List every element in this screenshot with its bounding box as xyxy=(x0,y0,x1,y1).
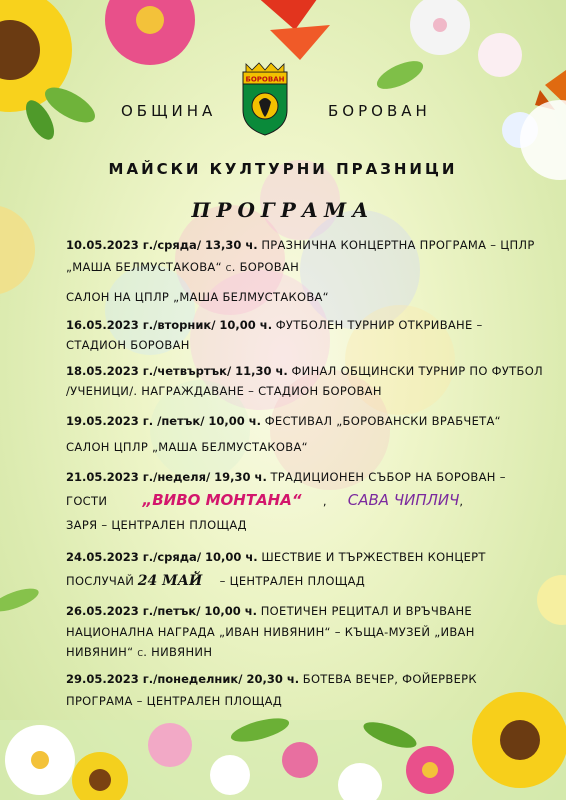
schedule-line-11 xyxy=(66,491,463,509)
schedule-line-7: /УЧЕНИЦИ/. НАГРАЖДАВАНЕ – СТАДИОН БОРОВАН xyxy=(66,384,382,398)
event-description: ПРАЗНИЧНА КОНЦЕРТНА ПРОГРАМА – ЦПЛР xyxy=(261,238,535,252)
guest-separator: , xyxy=(322,494,327,508)
pink-daisy-top xyxy=(105,0,195,65)
flowers-bottom xyxy=(0,692,566,800)
event-date: 18.05.2023 г./четвъртък/ 11,30 ч. xyxy=(66,364,288,378)
schedule-line-13 xyxy=(66,550,486,564)
red-lily xyxy=(255,0,330,60)
schedule-line-10 xyxy=(66,470,506,484)
event-description: ФИНАЛ ОБЩИНСКИ ТУРНИР ПО ФУТБОЛ xyxy=(291,364,543,378)
schedule-line-17: НИВЯНИН“ с. НИВЯНИН xyxy=(66,645,213,659)
event-date: 24.05.2023 г./сряда/ 10,00 ч. xyxy=(66,550,258,564)
schedule-line-15 xyxy=(66,604,472,618)
event-date: 19.05.2023 г. /петък/ 10,00 ч. xyxy=(66,414,262,428)
schedule-line-2: „МАША БЕЛМУСТАКОВА“ с. БОРОВАН xyxy=(66,260,300,274)
schedule-line-9: САЛОН ЦПЛР „МАША БЕЛМУСТАКОВА“ xyxy=(66,440,308,454)
program-title: ПРОГРАМА xyxy=(191,198,375,222)
event-description: ШЕСТВИЕ И ТЪРЖЕСТВЕН КОНЦЕРТ xyxy=(261,550,486,564)
schedule-line-16: НАЦИОНАЛНА НАГРАДА „ИВАН НИВЯНИН“ – КЪЩА-МУЗЕЙ „ИВАН xyxy=(66,625,475,639)
schedule-line-6 xyxy=(66,364,543,378)
guest-end-comma: , xyxy=(459,494,464,508)
white-flowers-top-right xyxy=(373,0,538,148)
may-24-highlight: 24 МАЙ xyxy=(137,573,203,589)
schedule-line-12: ЗАРЯ – ЦЕНТРАЛЕН ПЛОЩАД xyxy=(66,518,247,532)
guest-vivo-montana: „ВИВО МОНТАНА“ xyxy=(142,491,302,509)
event-description: БОТЕВА ВЕЧЕР, ФОЙЕРВЕРК xyxy=(302,672,477,686)
guests-label: ГОСТИ xyxy=(66,494,108,508)
schedule-line-4 xyxy=(66,318,483,332)
crest-text: БОРОВАН xyxy=(245,75,285,84)
event-date: 29.05.2023 г./понеделник/ 20,30 ч. xyxy=(66,672,300,686)
municipality-word: ОБЩИНА xyxy=(121,102,217,120)
festival-title: МАЙСКИ КУЛТУРНИ ПРАЗНИЦИ xyxy=(108,160,458,178)
schedule-line-19: ПРОГРАМА – ЦЕНТРАЛЕН ПЛОЩАД xyxy=(66,694,283,708)
event-date: 26.05.2023 г./петък/ 10,00 ч. xyxy=(66,604,258,618)
schedule-line-14 xyxy=(66,573,365,589)
event-description: ФУТБОЛЕН ТУРНИР ОТКРИВАНЕ – xyxy=(275,318,483,332)
schedule-line-1 xyxy=(66,238,535,252)
event-description: ФЕСТИВАЛ „БОРОВАНСКИ ВРАБЧЕТА“ xyxy=(264,414,501,428)
event-description: ПОЕТИЧЕН РЕЦИТАЛ И ВРЪЧВАНЕ xyxy=(260,604,472,618)
event-date: 16.05.2023 г./вторник/ 10,00 ч. xyxy=(66,318,273,332)
schedule-line-8 xyxy=(66,414,501,428)
guest-sava-chiplich: САВА ЧИПЛИЧ xyxy=(347,491,460,509)
schedule-line-18 xyxy=(66,672,477,686)
event-prefix: ПОСЛУЧАЙ xyxy=(66,574,135,588)
borovan-coat-of-arms-logo xyxy=(240,62,290,136)
sunflower-top-left xyxy=(0,0,100,144)
event-date: 21.05.2023 г./неделя/ 19,30 ч. xyxy=(66,470,267,484)
event-description: – ЦЕНТРАЛЕН ПЛОЩАД xyxy=(219,574,366,588)
town-word: БОРОВАН xyxy=(328,102,431,120)
event-description: ТРАДИЦИОНЕН СЪБОР НА БОРОВАН – xyxy=(270,470,506,484)
event-date: 10.05.2023 г./сряда/ 13,30 ч. xyxy=(66,238,258,252)
schedule-line-3: САЛОН НА ЦПЛР „МАША БЕЛМУСТАКОВА“ xyxy=(66,290,329,304)
schedule-line-5: СТАДИОН БОРОВАН xyxy=(66,338,190,352)
